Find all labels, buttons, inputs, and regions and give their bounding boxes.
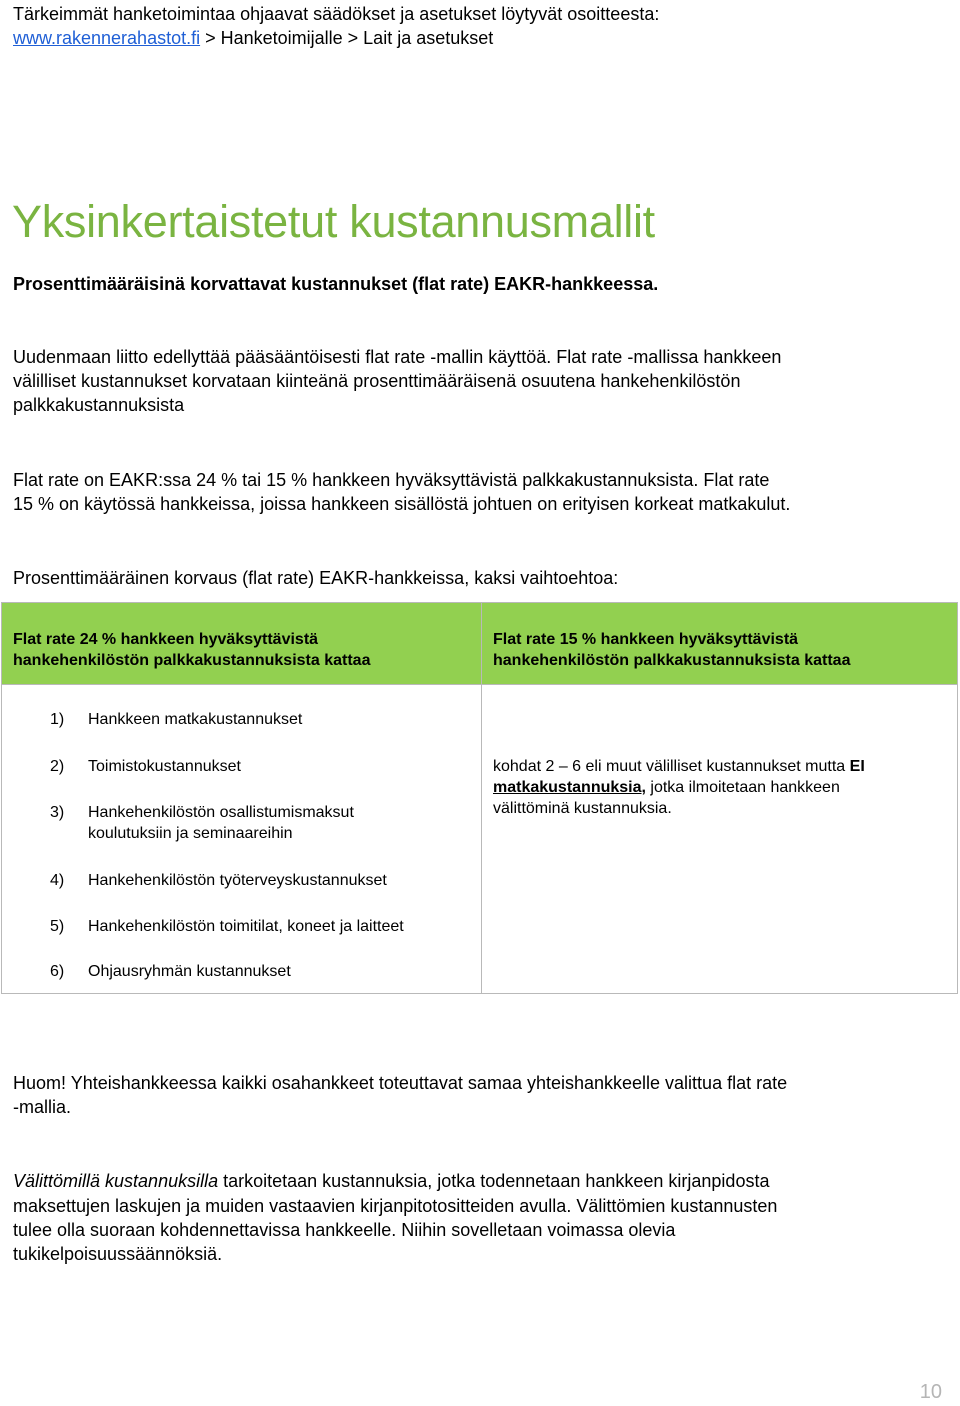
right-text-line3: välittöminä kustannuksia. — [493, 800, 672, 817]
right-text-part: kohdat 2 – 6 eli muut välilliset kustannukset mutta — [493, 758, 850, 775]
right-text-emphasis: EI — [849, 758, 865, 775]
page-title: Yksinkertaistetut kustannusmallit — [12, 196, 655, 247]
rakennerahastot-link[interactable]: www.rakennerahastot.fi — [13, 28, 201, 48]
header-right-line1: Flat rate 15 % hankkeen hyväksyttävistä — [493, 631, 799, 648]
para4-line3: tulee olla suoraan kohdennettavissa hankkeelle. Niihin sovelletaan voimassa olevia — [13, 1220, 676, 1240]
para2-line1: Flat rate on EAKR:ssa 24 % tai 15 % hankkeen hyväksyttävistä palkkakustannuksista. Flat rate — [13, 470, 770, 490]
note-line1: Huom! Yhteishankkeessa kaikki osahankkeet toteuttavat samaa yhteishankkeelle valittua flat rate — [13, 1073, 788, 1093]
para4-line4: tukikelpoisuussäännöksiä. — [13, 1244, 223, 1264]
right-text-part: jotka ilmoitetaan hankkeen — [645, 779, 840, 796]
intro-line2 — [13, 26, 493, 50]
para1-line1: Uudenmaan liitto edellyttää pääsääntöisesti flat rate -mallin käyttöä. Flat rate -mallissa hankkeen — [13, 347, 782, 367]
right-text-line2 — [493, 777, 840, 798]
intro-line1: Tärkeimmät hanketoimintaa ohjaavat säädökset ja asetukset löytyvät osoitteesta: — [13, 4, 660, 24]
para1-line2: välilliset kustannukset korvataan kiinteänä prosenttimääräisenä osuutena hankehenkilöstön — [13, 371, 741, 391]
para1-line3: palkkakustannuksista — [13, 395, 185, 415]
list-item-number: 4) — [50, 872, 65, 889]
para3: Prosenttimääräinen korvaus (flat rate) EAKR-hankkeissa, kaksi vaihtoehtoa: — [13, 568, 619, 588]
list-item: Hankehenkilöstön työterveyskustannukset — [88, 872, 387, 889]
header-left-line2: hankehenkilöstön palkkakustannuksista kattaa — [13, 652, 371, 669]
list-item-number: 6) — [50, 963, 65, 980]
intro-path: > Hanketoimijalle > Lait ja asetukset — [200, 28, 494, 48]
list-item-number: 3) — [50, 804, 65, 821]
page-number: 10 — [919, 1381, 942, 1403]
subtitle: Prosenttimääräisinä korvattavat kustannukset (flat rate) EAKR-hankkeessa. — [13, 274, 659, 294]
para4-line2: maksettujen laskujen ja muiden vastaavien kirjanpitotositteiden avulla. Välittömien kustannusten — [13, 1196, 778, 1216]
right-text-line1 — [493, 756, 865, 777]
list-item-number: 5) — [50, 918, 65, 935]
list-item-number: 2) — [50, 758, 65, 775]
para2-line2: 15 % on käytössä hankkeissa, joissa hankkeen sisällöstä johtuen on erityisen korkeat matkakulut. — [13, 494, 791, 514]
header-left-line1: Flat rate 24 % hankkeen hyväksyttävistä — [13, 631, 319, 648]
para4-line1 — [13, 1169, 769, 1193]
list-item-continuation: koulutuksiin ja seminaareihin — [88, 825, 293, 842]
para4-italic-term: Välittömillä kustannuksilla — [13, 1171, 219, 1191]
table-divider — [481, 603, 482, 993]
note-line2: -mallia. — [13, 1097, 72, 1117]
right-text-emphasis: matkakustannuksia, — [493, 779, 646, 796]
flat-rate-table — [1, 602, 958, 994]
para4-line1-rest: tarkoitetaan kustannuksia, jotka todennetaan hankkeen kirjanpidosta — [218, 1171, 770, 1191]
list-item-number: 1) — [50, 711, 65, 728]
list-item: Toimistokustannukset — [88, 758, 241, 775]
list-item: Ohjausryhmän kustannukset — [88, 963, 291, 980]
list-item: Hankehenkilöstön osallistumismaksut — [88, 804, 354, 821]
list-item: Hankkeen matkakustannukset — [88, 711, 303, 728]
header-right-line2: hankehenkilöstön palkkakustannuksista kattaa — [493, 652, 851, 669]
list-item: Hankehenkilöstön toimitilat, koneet ja laitteet — [88, 918, 404, 935]
